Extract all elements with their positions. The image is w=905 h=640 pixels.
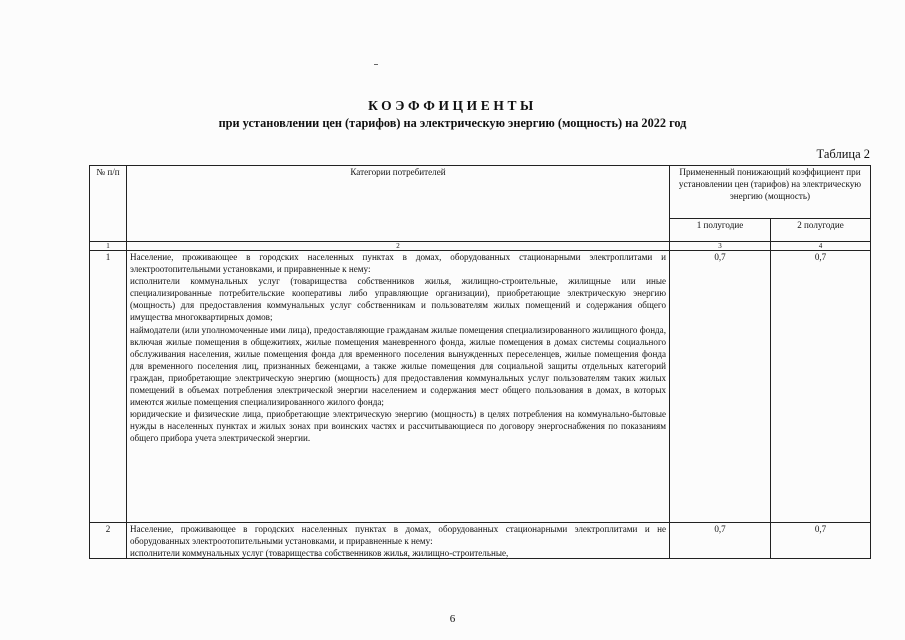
row-number: 1	[90, 251, 127, 523]
column-index: 4	[771, 242, 871, 251]
header-half1: 1 полугодие	[670, 219, 771, 242]
column-index: 1	[90, 242, 127, 251]
coefficient-half2: 0,7	[771, 251, 871, 523]
column-index: 3	[670, 242, 771, 251]
category-paragraph: юридические и физические лица, приобретающие электрическую энергию (мощность) в целях потребления на коммунально-бытовые нужды в населенных пунктах и жилых зонах при воинских частях и рассчитывающиеся по договору энергоснабжения по показаниям общего прибора учета электрической энергии.	[130, 409, 666, 444]
category-cell	[127, 523, 670, 559]
category-paragraph: наймодатели (или уполномоченные ими лица), предоставляющие гражданам жилые помещения специализированного жилищного фонда, включая жилые помещения в общежитиях, жилые помещения маневренного фонда, жилые помещения в домах системы социального обслуживания населения, жилые помещения фонда для временного поселения вынужденных переселенцев, жилые помещения фонда для временного поселения лиц, признанных беженцами, а также жилые помещения для социальной защиты отдельных категорий граждан, приобретающие электрическую энергию (мощность) для предоставления коммунальных услуг пользователям таких жилых помещений в объемах потребления электрической энергии населением и содержания мест общего пользования в домах, в которых имеются жилые помещения специализированного жилого фонда;	[130, 324, 666, 408]
category-paragraph: исполнители коммунальных услуг (товарищества собственников жилья, жилищно-строительные,	[130, 548, 509, 558]
page-number: 6	[449, 613, 456, 625]
category-paragraph: Население, проживающее в городских населенных пунктах в домах, оборудованных стационарными электроплитами и электроотопительными установками, и приравненные к нему:	[130, 252, 666, 275]
header-num: № п/п	[90, 166, 127, 242]
header-category: Категории потребителей	[127, 166, 670, 242]
header-applied-coefficient: Примененный понижающий коэффициент при установлении цен (тарифов) на электрическую энергию (мощность)	[670, 166, 871, 219]
scan-speck	[374, 64, 378, 65]
column-index: 2	[127, 242, 670, 251]
coefficient-half1: 0,7	[670, 251, 771, 523]
coefficient-half1: 0,7	[670, 523, 771, 559]
coefficients-table	[89, 165, 871, 559]
category-paragraph: исполнители коммунальных услуг (товарищества собственников жилья, жилищно-строительные, жилищные или иные специализированные потребительские кооперативы либо управляющие организации), приобретающие электрическую энергию (мощность) для предоставления коммунальных услуг собственникам и пользователям жилых помещений и содержания общего имущества многоквартирных домов;	[130, 276, 666, 323]
coefficient-half2: 0,7	[771, 523, 871, 559]
row-number: 2	[90, 523, 127, 559]
column-index-row	[90, 242, 871, 251]
header-row	[90, 166, 871, 219]
category-cell	[127, 251, 670, 523]
document-title: КОЭФФИЦИЕНТЫ	[368, 98, 537, 113]
header-half2: 2 полугодие	[771, 219, 871, 242]
table-row	[90, 523, 871, 559]
table-label: Таблица 2	[816, 147, 870, 161]
document-subtitle: при установлении цен (тарифов) на электрическую энергию (мощность) на 2022 год	[218, 116, 687, 130]
category-paragraph: Население, проживающее в городских населенных пунктах в домах, оборудованных стационарными электроплитами и не оборудованных электроотопительными установками, и приравненные к нему:	[130, 524, 666, 547]
table-row	[90, 251, 871, 523]
